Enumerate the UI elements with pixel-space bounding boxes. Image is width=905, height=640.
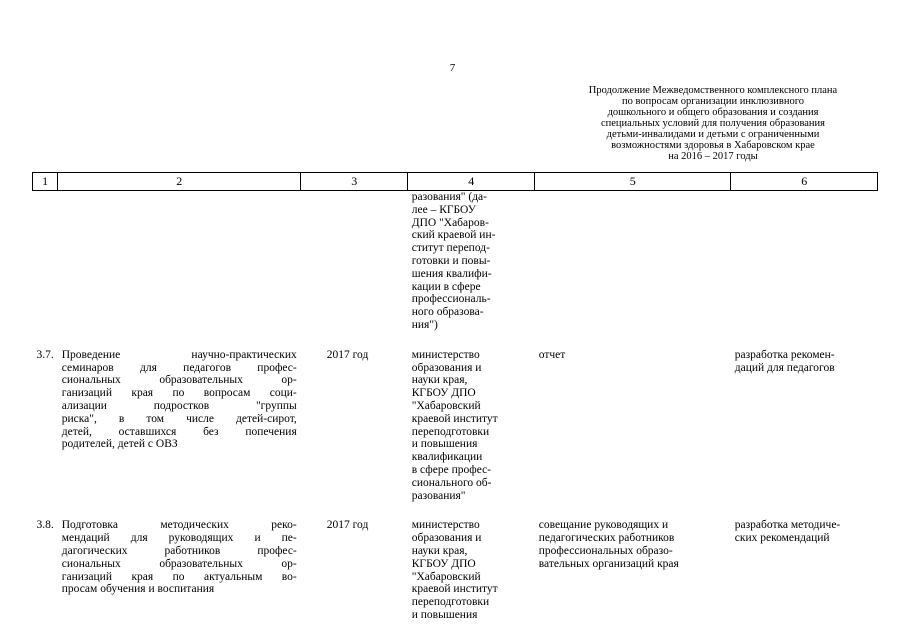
caption-line: Продолжение Межведомственного комплексного плана <box>588 85 838 96</box>
column-header: 3 <box>301 173 408 191</box>
caption-line: на 2016 – 2017 годы <box>668 151 758 162</box>
cell-line: в сфере профес- <box>411 463 492 476</box>
column-header: 5 <box>535 173 731 191</box>
cell-line: родителей, детей с ОВЗ <box>61 438 178 451</box>
cell-line: КГБОУ ДПО <box>411 557 476 570</box>
cell-line: "Хабаровский <box>411 399 481 412</box>
row-number: 3.7. <box>36 348 54 361</box>
cell-line: кации в сфере <box>411 280 481 293</box>
executor-cell <box>408 349 535 503</box>
table-row <box>33 519 878 621</box>
column-header: 1 <box>33 173 58 191</box>
result-cell <box>731 349 878 503</box>
cell-line: разработка методиче- <box>734 519 841 532</box>
cell-line: КГБОУ ДПО <box>411 387 476 400</box>
term-cell: 2017 год <box>326 519 369 532</box>
cell-line: педагогических работников <box>538 532 675 545</box>
executor-cell <box>408 519 535 621</box>
cell-line: министерство <box>411 348 480 361</box>
cell-line: сиональных образовательных ор- <box>61 374 297 387</box>
cell-line: разования" (да- <box>411 191 487 203</box>
cell-line: мендаций для руководящих и пе- <box>61 532 297 545</box>
executor-cell <box>408 191 535 332</box>
cell-line: краевой институт <box>411 412 498 425</box>
caption-line: по вопросам организации инклюзивного <box>621 96 805 107</box>
form-cell <box>535 349 731 503</box>
table-caption <box>548 85 878 162</box>
cell-line: образования и <box>411 361 482 374</box>
cell-line: отчет <box>538 348 566 361</box>
cell-line: сионального об- <box>411 476 492 489</box>
page-number: 7 <box>449 62 456 74</box>
cell-line: ганизаций края по вопросам соци- <box>61 387 297 400</box>
description-cell <box>58 519 301 621</box>
cell-line: переподготовки <box>411 425 490 438</box>
cell-line: семинаров для педагогов профес- <box>61 361 297 374</box>
caption-line: специальных условий для получения образования <box>600 118 825 129</box>
cell-line: риска", в том числе детей-сирот, <box>61 412 297 425</box>
cell-line: ДПО "Хабаров- <box>411 216 489 229</box>
cell-line: разработка рекомен- <box>734 348 835 361</box>
cell-line: Подготовка методических реко- <box>61 519 297 532</box>
cell-line: ститут перепод- <box>411 242 490 255</box>
cell-line: ганизаций края по актуальным во- <box>61 570 297 583</box>
caption-line: детьми-инвалидами и детьми с ограниченными <box>606 129 820 140</box>
column-header: 6 <box>731 173 878 191</box>
cell-line: квалификации <box>411 451 483 464</box>
cell-line: "Хабаровский <box>411 570 481 583</box>
result-cell <box>731 519 878 621</box>
form-cell <box>535 519 731 621</box>
table-header-row <box>33 173 878 191</box>
cell-line: науки края, <box>411 544 468 557</box>
cell-line: Проведение научно-практических <box>61 348 297 361</box>
cell-line: даций для педагогов <box>734 361 835 374</box>
column-header: 4 <box>408 173 535 191</box>
cell-line: и повышения <box>411 608 478 621</box>
cell-line: и повышения <box>411 438 478 451</box>
cell-line: вательных организаций края <box>538 557 679 570</box>
cell-line: ских рекомендаций <box>734 532 830 545</box>
cell-line: готовки и повы- <box>411 254 491 267</box>
caption-line: дошкольного и общего образования и создания <box>607 107 819 118</box>
column-header: 2 <box>58 173 301 191</box>
description-cell <box>58 349 301 503</box>
cell-line: совещание руководящих и <box>538 519 669 532</box>
cell-line: дагогических работников профес- <box>61 544 297 557</box>
cell-line: шения квалифи- <box>411 267 492 280</box>
cell-line: ного образова- <box>411 306 484 319</box>
cell-line: краевой институт <box>411 583 498 596</box>
row-number: 3.8. <box>36 519 54 532</box>
cell-line: профессиональ- <box>411 293 491 306</box>
cell-line: детей, оставшихся без попечения <box>61 425 297 438</box>
table-row-continuation <box>33 191 878 332</box>
cell-line: разования" <box>411 489 466 502</box>
cell-line: науки края, <box>411 374 468 387</box>
cell-line: переподготовки <box>411 596 490 609</box>
table-row <box>33 349 878 503</box>
cell-line: образования и <box>411 532 482 545</box>
caption-line: возможностями здоровья в Хабаровском крае <box>611 140 815 151</box>
term-cell: 2017 год <box>326 348 369 361</box>
plan-table <box>32 172 878 622</box>
cell-line: ния") <box>411 318 438 331</box>
cell-line: министерство <box>411 519 480 532</box>
cell-line: сиональных образовательных ор- <box>61 557 297 570</box>
cell-line: профессиональных образо- <box>538 544 673 557</box>
cell-line: лее – КГБОУ <box>411 203 476 216</box>
cell-line: просам обучения и воспитания <box>61 583 215 596</box>
cell-line: ский краевой ин- <box>411 229 496 242</box>
cell-line: ализации подростков "группы <box>61 399 297 412</box>
